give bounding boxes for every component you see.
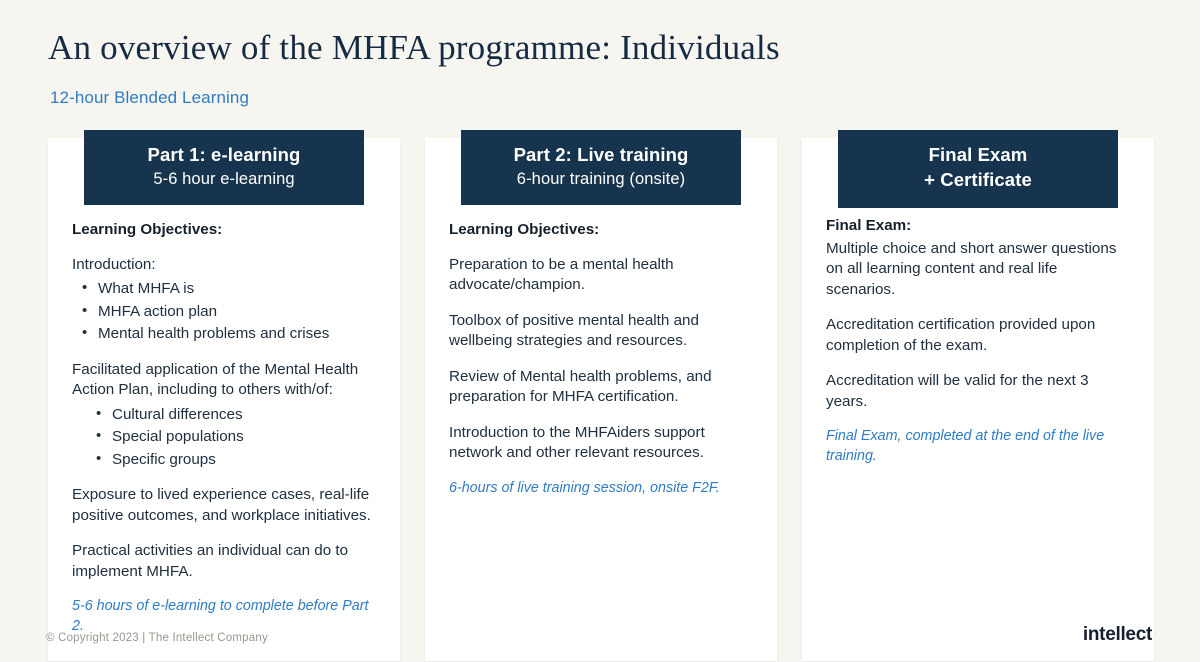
card-1-body: [48, 138, 400, 661]
card-2-para-1: Preparation to be a mental health advocate/champion.: [449, 255, 674, 294]
list-item: • Cultural differences: [112, 405, 376, 426]
card-2-header-title: Part 2: Live training: [513, 144, 689, 165]
card-1-section-label: Learning Objectives:: [72, 221, 223, 238]
copyright-text: © Copyright 2023 | The Intellect Company: [46, 632, 268, 644]
card-2-section-label: Learning Objectives:: [449, 221, 600, 238]
card-3-para-1: Multiple choice and short answer questions on all learning content and real life scenarios.: [826, 239, 1117, 298]
cards-row: [48, 138, 1154, 661]
card-part-1: [48, 138, 400, 661]
card-1-intro-lead: Introduction:: [72, 255, 156, 273]
card-1-para-2: Facilitated application of the Mental Health Action Plan, including to others with/of:: [72, 360, 359, 399]
card-2-para-2: Toolbox of positive mental health and wellbeing strategies and resources.: [449, 311, 699, 350]
card-3-section-label: Final Exam:: [826, 217, 912, 234]
list-item: • Specific groups: [112, 450, 376, 471]
card-3-header: [838, 130, 1118, 208]
card-2-note: 6-hours of live training session, onsite F2F.: [449, 479, 720, 496]
card-3-para-3: Accreditation will be valid for the next 3 years.: [826, 372, 1089, 410]
card-1-para-2-bullets: [72, 405, 376, 471]
card-part-2: [425, 138, 777, 661]
card-1-header-title: Part 1: e-learning: [147, 144, 301, 165]
list-item: • Special populations: [112, 427, 376, 448]
card-3-header-title: Final Exam: [928, 144, 1028, 165]
card-3-para-2: Accreditation certification provided upon completion of the exam.: [826, 316, 1096, 354]
card-3-note: Final Exam, completed at the end of the live training.: [826, 428, 1105, 464]
card-1-header: [84, 130, 364, 205]
card-final-exam: [802, 138, 1154, 661]
card-1-note: 5-6 hours of e-learning to complete before Part 2.: [72, 598, 369, 634]
card-1-para-4: Practical activities an individual can do to implement MHFA.: [72, 542, 349, 580]
card-1-para-3: Exposure to lived experience cases, real-life positive outcomes, and workplace initiatives.: [72, 486, 371, 524]
brand-logo: intellect: [1082, 624, 1152, 645]
card-2-header-subtitle: 6-hour training (onsite): [516, 169, 686, 188]
card-2-header: [461, 130, 741, 205]
card-2-para-3: Review of Mental health problems, and preparation for MHFA certification.: [449, 367, 712, 406]
card-1-intro-bullets: [72, 279, 376, 345]
page-subtitle: 12-hour Blended Learning: [50, 88, 249, 107]
page-title: An overview of the MHFA programme: Individuals: [48, 28, 780, 67]
card-2-para-4: Introduction to the MHFAiders support network and other relevant resources.: [449, 423, 705, 462]
list-item: • MHFA action plan: [98, 302, 376, 323]
card-1-header-subtitle: 5-6 hour e-learning: [153, 169, 295, 188]
card-3-header-subtitle: + Certificate: [924, 168, 1032, 190]
list-item: • Mental health problems and crises: [98, 324, 376, 345]
list-item: • What MHFA is: [98, 279, 376, 300]
